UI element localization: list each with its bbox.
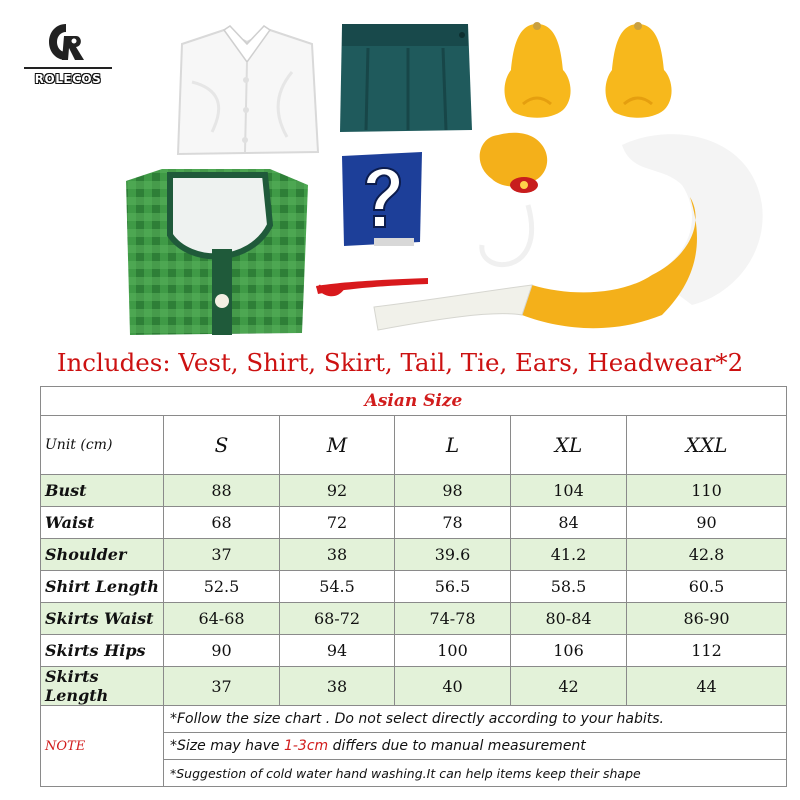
note-line-3: *Suggestion of cold water hand washing.It can help items keep their shape xyxy=(164,760,787,787)
table-row-skirts-hips xyxy=(41,635,787,667)
shirt-image xyxy=(172,22,322,162)
size-header-s: S xyxy=(164,416,280,475)
brand-name: ROLECOS xyxy=(34,72,102,86)
table-cell: 90 xyxy=(627,507,787,539)
table-cell: 84 xyxy=(511,507,627,539)
table-row-shirt-length xyxy=(41,571,787,603)
brand-logo-underline xyxy=(24,67,112,69)
table-cell: 88 xyxy=(164,475,280,507)
table-cell: 92 xyxy=(280,475,395,507)
row-label: Skirts Length xyxy=(41,667,164,706)
table-cell: 54.5 xyxy=(280,571,395,603)
table-cell: 39.6 xyxy=(395,539,511,571)
table-cell: 94 xyxy=(280,635,395,667)
table-cell: 72 xyxy=(280,507,395,539)
table-cell: 42.8 xyxy=(627,539,787,571)
table-cell: 38 xyxy=(280,539,395,571)
brand-logo xyxy=(22,22,114,102)
row-label: Skirts Waist xyxy=(41,603,164,635)
table-cell: 98 xyxy=(395,475,511,507)
note-line-1: *Follow the size chart . Do not select directly according to your habits. xyxy=(164,706,787,733)
table-cell: 104 xyxy=(511,475,627,507)
table-cell: 56.5 xyxy=(395,571,511,603)
brand-logo-mark xyxy=(46,22,86,62)
tie-image xyxy=(312,272,432,302)
table-row-waist xyxy=(41,507,787,539)
table-cell: 38 xyxy=(280,667,395,706)
table-cell: 90 xyxy=(164,635,280,667)
table-cell: 110 xyxy=(627,475,787,507)
table-cell: 78 xyxy=(395,507,511,539)
table-cell: 44 xyxy=(627,667,787,706)
table-cell: 86-90 xyxy=(627,603,787,635)
skirt-image xyxy=(338,18,473,136)
size-header-xl: XL xyxy=(511,416,627,475)
row-label: Shoulder xyxy=(41,539,164,571)
table-cell: 40 xyxy=(395,667,511,706)
size-header-l: L xyxy=(395,416,511,475)
table-cell: 106 xyxy=(511,635,627,667)
tail-image xyxy=(372,125,792,340)
note-line-2-suffix: differs due to manual measurement xyxy=(328,738,586,754)
note-label: NOTE xyxy=(41,706,164,787)
table-row-bust xyxy=(41,475,787,507)
row-label: Bust xyxy=(41,475,164,507)
note-row-1 xyxy=(41,706,787,733)
size-chart-table xyxy=(40,386,787,787)
ear-right-image xyxy=(598,20,678,120)
table-cell: 41.2 xyxy=(511,539,627,571)
table-cell: 100 xyxy=(395,635,511,667)
ear-left-image xyxy=(497,20,577,120)
row-label: Waist xyxy=(41,507,164,539)
table-cell: 52.5 xyxy=(164,571,280,603)
table-cell: 112 xyxy=(627,635,787,667)
size-chart-title-row xyxy=(41,387,787,416)
size-header-m: M xyxy=(280,416,395,475)
table-cell: 80-84 xyxy=(511,603,627,635)
table-cell: 42 xyxy=(511,667,627,706)
note-line-2 xyxy=(164,733,787,760)
includes-headline: Includes: Vest, Shirt, Skirt, Tail, Tie, Ears, Headwear*2 xyxy=(56,348,744,377)
table-row-shoulder xyxy=(41,539,787,571)
note-line-2-prefix: *Size may have xyxy=(170,738,284,754)
row-label: Skirts Hips xyxy=(41,635,164,667)
table-cell: 68 xyxy=(164,507,280,539)
table-cell: 60.5 xyxy=(627,571,787,603)
table-cell: 74-78 xyxy=(395,603,511,635)
size-chart-header-row xyxy=(41,416,787,475)
table-row-skirts-length xyxy=(41,667,787,706)
table-row-skirts-waist xyxy=(41,603,787,635)
vest-image xyxy=(120,165,315,340)
table-cell: 37 xyxy=(164,539,280,571)
product-photo xyxy=(0,0,800,340)
table-cell: 37 xyxy=(164,667,280,706)
row-label: Shirt Length xyxy=(41,571,164,603)
note-line-2-highlight: 1-3cm xyxy=(283,738,329,754)
table-cell: 58.5 xyxy=(511,571,627,603)
table-cell: 68-72 xyxy=(280,603,395,635)
size-header-xxl: XXL xyxy=(627,416,787,475)
table-cell: 64-68 xyxy=(164,603,280,635)
unit-label: Unit (cm) xyxy=(41,416,164,475)
size-chart-title: Asian Size xyxy=(41,387,787,416)
